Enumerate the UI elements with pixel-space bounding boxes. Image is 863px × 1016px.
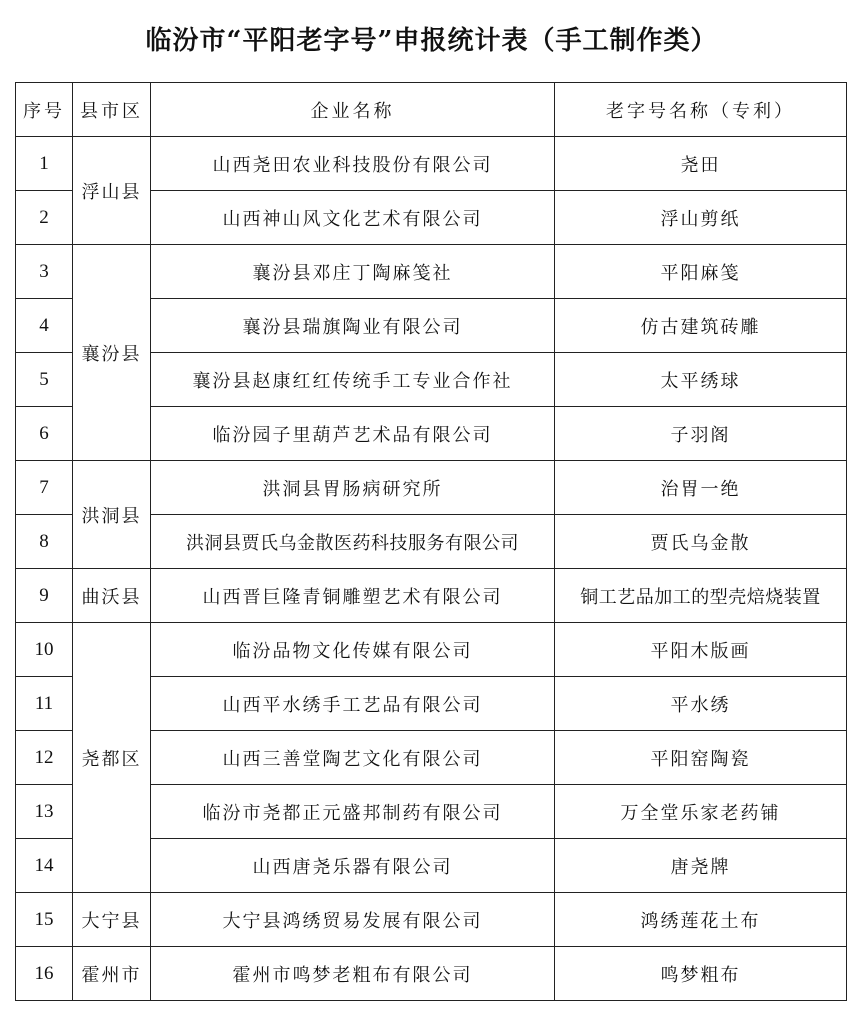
county-cell: 襄汾县 xyxy=(73,245,151,461)
row-number: 14 xyxy=(16,839,73,893)
table-header-row xyxy=(16,83,847,137)
company-cell: 临汾市尧都正元盛邦制药有限公司 xyxy=(151,785,555,839)
row-number: 11 xyxy=(16,677,73,731)
county-cell: 霍州市 xyxy=(73,947,151,1001)
row-number: 13 xyxy=(16,785,73,839)
row-number: 1 xyxy=(16,137,73,191)
row-number: 16 xyxy=(16,947,73,1001)
company-cell: 襄汾县赵康红红传统手工专业合作社 xyxy=(151,353,555,407)
county-cell: 洪洞县 xyxy=(73,461,151,569)
row-number: 5 xyxy=(16,353,73,407)
row-number: 9 xyxy=(16,569,73,623)
company-cell: 山西晋巨隆青铜雕塑艺术有限公司 xyxy=(151,569,555,623)
header-company: 企业名称 xyxy=(151,83,555,137)
company-cell: 山西平水绣手工艺品有限公司 xyxy=(151,677,555,731)
company-cell: 襄汾县邓庄丁陶麻笺社 xyxy=(151,245,555,299)
statistics-table xyxy=(15,82,847,1001)
table-row xyxy=(16,947,847,1001)
row-number: 7 xyxy=(16,461,73,515)
brand-cell: 仿古建筑砖雕 xyxy=(555,299,847,353)
brand-cell: 治胃一绝 xyxy=(555,461,847,515)
row-number: 2 xyxy=(16,191,73,245)
brand-cell: 唐尧牌 xyxy=(555,839,847,893)
brand-cell: 贾氏乌金散 xyxy=(555,515,847,569)
row-number: 3 xyxy=(16,245,73,299)
county-cell: 浮山县 xyxy=(73,137,151,245)
row-number: 10 xyxy=(16,623,73,677)
brand-cell: 子羽阁 xyxy=(555,407,847,461)
company-cell: 襄汾县瑞旗陶业有限公司 xyxy=(151,299,555,353)
row-number: 12 xyxy=(16,731,73,785)
table-row xyxy=(16,245,847,299)
table-row xyxy=(16,461,847,515)
company-cell: 山西三善堂陶艺文化有限公司 xyxy=(151,731,555,785)
county-cell: 尧都区 xyxy=(73,623,151,893)
row-number: 8 xyxy=(16,515,73,569)
header-index: 序号 xyxy=(16,83,73,137)
brand-cell: 平阳窑陶瓷 xyxy=(555,731,847,785)
table-row xyxy=(16,569,847,623)
company-cell: 大宁县鸿绣贸易发展有限公司 xyxy=(151,893,555,947)
company-cell: 山西神山风文化艺术有限公司 xyxy=(151,191,555,245)
page-title: 临汾市“平阳老字号”申报统计表（手工制作类） xyxy=(145,26,718,56)
company-cell: 霍州市鸣梦老粗布有限公司 xyxy=(151,947,555,1001)
brand-cell: 平阳麻笺 xyxy=(555,245,847,299)
table-row xyxy=(16,623,847,677)
brand-cell: 浮山剪纸 xyxy=(555,191,847,245)
company-cell: 临汾园子里葫芦艺术品有限公司 xyxy=(151,407,555,461)
brand-cell: 平阳木版画 xyxy=(555,623,847,677)
brand-cell: 尧田 xyxy=(555,137,847,191)
county-cell: 大宁县 xyxy=(73,893,151,947)
brand-cell: 万全堂乐家老药铺 xyxy=(555,785,847,839)
company-cell: 洪洞县贾氏乌金散医药科技服务有限公司 xyxy=(151,515,555,569)
company-cell: 洪洞县胃肠病研究所 xyxy=(151,461,555,515)
brand-cell: 平水绣 xyxy=(555,677,847,731)
county-cell: 曲沃县 xyxy=(73,569,151,623)
table-row xyxy=(16,893,847,947)
company-cell: 山西尧田农业科技股份有限公司 xyxy=(151,137,555,191)
brand-cell: 铜工艺品加工的型壳焙烧装置 xyxy=(555,569,847,623)
header-brand: 老字号名称（专利） xyxy=(555,83,847,137)
header-county: 县市区 xyxy=(73,83,151,137)
row-number: 4 xyxy=(16,299,73,353)
brand-cell: 鸿绣莲花土布 xyxy=(555,893,847,947)
brand-cell: 鸣梦粗布 xyxy=(555,947,847,1001)
company-cell: 山西唐尧乐器有限公司 xyxy=(151,839,555,893)
company-cell: 临汾品物文化传媒有限公司 xyxy=(151,623,555,677)
row-number: 15 xyxy=(16,893,73,947)
row-number: 6 xyxy=(16,407,73,461)
brand-cell: 太平绣球 xyxy=(555,353,847,407)
table-row xyxy=(16,137,847,191)
